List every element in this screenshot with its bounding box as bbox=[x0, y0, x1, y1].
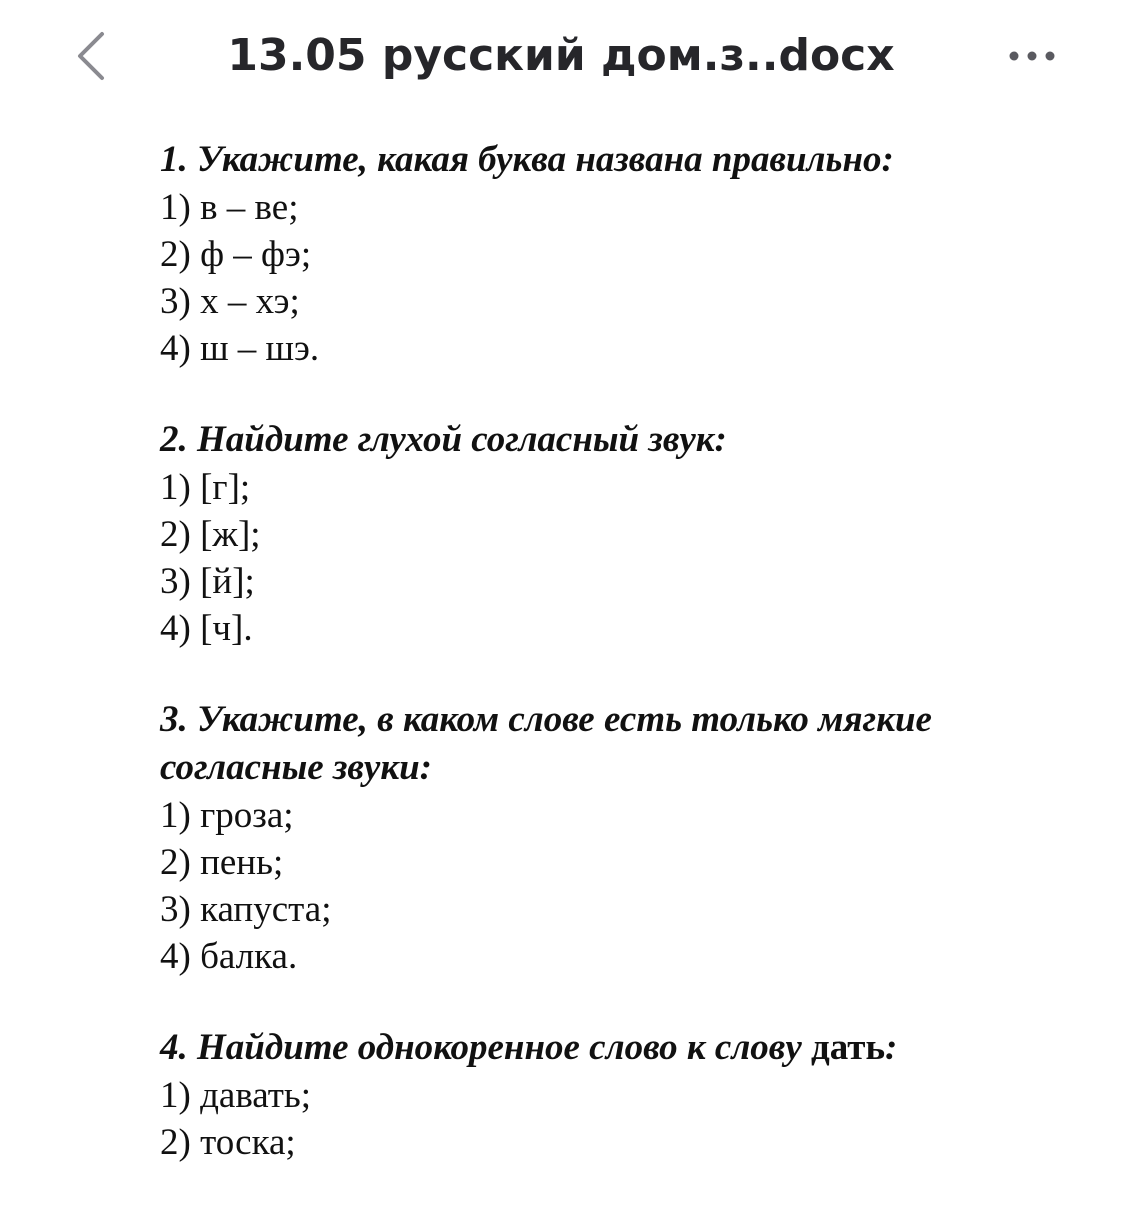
question-1 bbox=[160, 136, 1060, 372]
question-3 bbox=[160, 696, 1060, 980]
answer-option: 1) давать; bbox=[160, 1075, 312, 1116]
document-content bbox=[160, 136, 1060, 1210]
answer-option: 2) [ж]; bbox=[160, 514, 261, 555]
back-button[interactable] bbox=[66, 28, 122, 84]
question-2 bbox=[160, 416, 1060, 652]
answer-option: 2) тоска; bbox=[160, 1122, 296, 1163]
document-title: 13.05 русский дом.з..docx bbox=[227, 30, 895, 81]
chevron-left-icon bbox=[66, 28, 122, 84]
answer-option: 3) [й]; bbox=[160, 561, 255, 602]
question-text bbox=[160, 1024, 1060, 1072]
question-keyword: дать bbox=[811, 1027, 886, 1068]
question-4 bbox=[160, 1024, 1060, 1166]
question-text-suffix: : bbox=[885, 1027, 898, 1068]
question-text: 2. Найдите глухой согласный звук: bbox=[160, 419, 727, 460]
question-text-line2: согласные звуки: bbox=[160, 747, 433, 788]
ellipsis-icon bbox=[1002, 36, 1062, 76]
answer-option: 1) гроза; bbox=[160, 795, 294, 836]
answer-option: 1) [г]; bbox=[160, 467, 251, 508]
question-text: 1. Укажите, какая буква названа правильно: bbox=[160, 139, 894, 180]
top-bar bbox=[0, 0, 1122, 112]
answer-option: 4) ш – шэ. bbox=[160, 328, 320, 369]
answer-option: 2) пень; bbox=[160, 842, 284, 883]
answer-option: 1) в – ве; bbox=[160, 187, 299, 228]
question-text-line1: 3. Укажите, в каком слове есть только мягкие bbox=[160, 699, 932, 740]
answer-option: 4) [ч]. bbox=[160, 608, 253, 649]
answer-option: 3) х – хэ; bbox=[160, 281, 300, 322]
answer-option: 4) балка. bbox=[160, 936, 298, 977]
answer-option: 3) капуста; bbox=[160, 889, 332, 930]
question-text-prefix: 4. Найдите однокоренное слово к слову bbox=[160, 1027, 812, 1068]
more-button[interactable] bbox=[1002, 36, 1062, 76]
answer-option: 2) ф – фэ; bbox=[160, 234, 312, 275]
